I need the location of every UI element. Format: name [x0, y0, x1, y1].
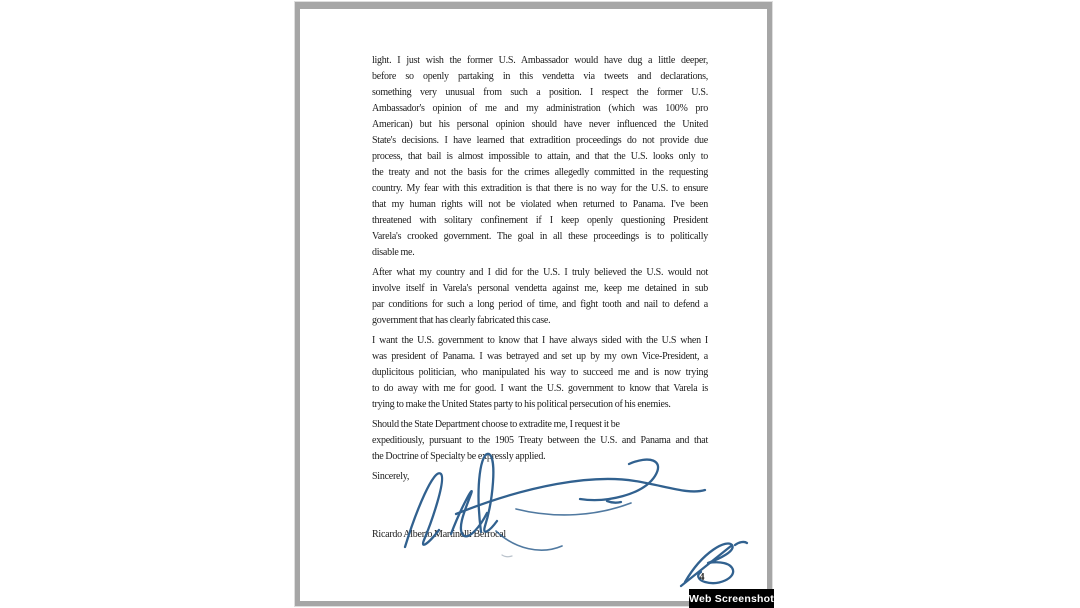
text-line: country. My fear with this extradition is that there is no way for the U.S. to ensure [372, 183, 708, 194]
text-line: State's decisions. I have learned that extradition proceedings do not provide due [372, 135, 708, 146]
main-signature [398, 443, 713, 568]
page-number: 4 [699, 572, 705, 583]
text-line: something very unusual from such a position. I respect the former U.S. [372, 87, 708, 98]
text-line: After what my country and I did for the U.S. I truly believed the U.S. would not [372, 267, 708, 278]
text-line: government that has clearly fabricated this case. [372, 315, 551, 326]
text-line: Should the State Department choose to extradite me, I request it be [372, 419, 620, 430]
text-line: the treaty and not the basis for the crimes allegedly committed in the requesting [372, 167, 708, 178]
text-line: involve itself in Varela's personal vendetta against me, keep me detained in sub [372, 283, 708, 294]
web-screenshot-badge: Web Screenshot [689, 589, 774, 608]
signer-name: Ricardo Alberto Martinelli Berrocal [372, 529, 506, 540]
text-line: the Doctrine of Specialty be expressly applied. [372, 451, 546, 462]
text-line: was president of Panama. I was betrayed and set up by my own Vice-President, a [372, 351, 708, 362]
text-line: trying to make the United States party to his political persecution of his enemies. [372, 399, 671, 410]
text-line: Ambassador's opinion of me and my administration (which was 100% pro [372, 103, 708, 114]
text-line: threatened with solitary confinement if I keep openly questioning President [372, 215, 708, 226]
text-line: I want the U.S. government to know that I have always sided with the U.S when I [372, 335, 708, 346]
text-line: light. I just wish the former U.S. Ambassador would have dug a little deeper, [372, 55, 708, 66]
text-line: Varela's crooked government. The goal in all these proceedings is to politically [372, 231, 708, 242]
text-line: American) but his personal opinion should have never influenced the United [372, 119, 708, 130]
text-line: disable me. [372, 247, 415, 258]
text-line: expeditiously, pursuant to the 1905 Treaty between the U.S. and Panama and that [372, 435, 708, 446]
text-line: par conditions for such a long period of time, and fight tooth and nail to defend a [372, 299, 708, 310]
letter-paragraph-2 [372, 265, 708, 329]
scanned-letter-page [295, 2, 772, 606]
letter-closing: Sincerely, [372, 471, 410, 482]
initials-signature [675, 537, 750, 589]
text-line: to do away with me for good. I want the U.S. government to know that Varela is [372, 383, 708, 394]
letter-paragraph-3 [372, 333, 708, 413]
text-line: before so openly partaking in this vendetta via tweets and declarations, [372, 71, 708, 82]
text-line: duplicitous politician, who manipulated his way to succeed me and is now trying [372, 367, 708, 378]
letter-paragraph-1 [372, 53, 708, 261]
text-line: process, that bail is almost impossible to attain, and that the U.S. looks only to [372, 151, 708, 162]
text-line: that my human rights will not be violated when returned to Panama. I've been [372, 199, 708, 210]
